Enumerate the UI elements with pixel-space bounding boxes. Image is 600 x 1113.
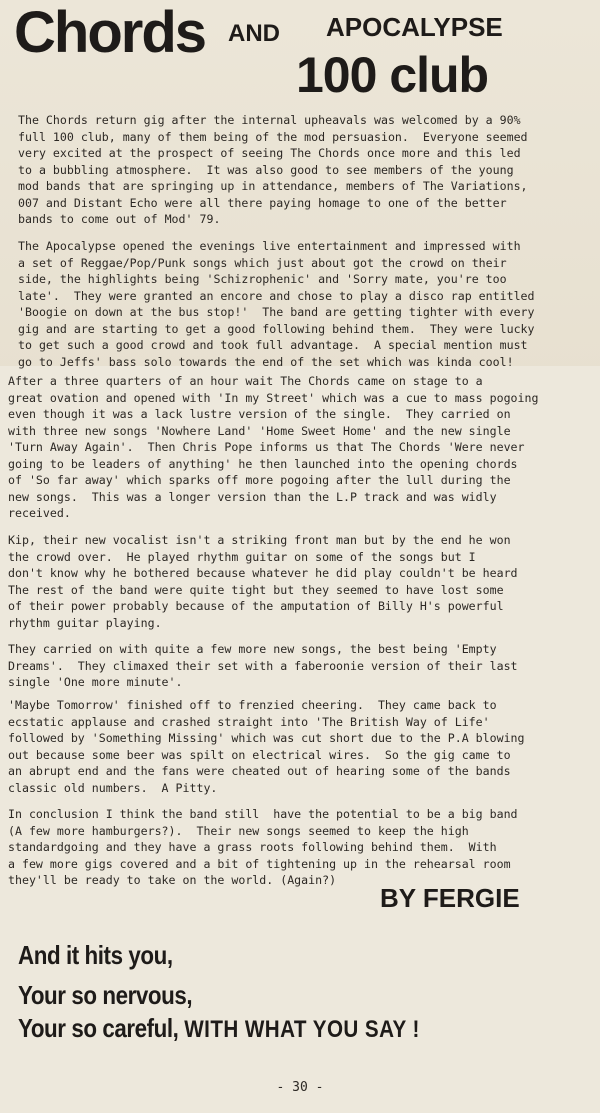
article-paragraph-1: The Chords return gig after the internal upheavals was welcomed by a 90% full 100 club, many of them being of the mod persuasion. Everyone seemed very excited at the prospect of seeing The Chords once more and this led to a bubbling atmosphere. It was also good to see members of the young mod bands that are springing up in attendance, members of The Variations, 007 and Distant Echo were all there paying homage to one of the better bands to come out of Mod' 79.: [18, 113, 528, 226]
byline: BY FERGIE: [380, 883, 520, 913]
lyric-line-2: Your so nervous,: [18, 980, 193, 1010]
lyric-line-3: [18, 1013, 420, 1044]
article-paragraph-5: They carried on with quite a few more new songs, the best being 'Empty Dreams'. They climaxed their set with a faberoonie version of their last single 'One more minute'.: [8, 642, 518, 689]
headline-and: AND: [228, 20, 280, 47]
article-paragraph-2: The Apocalypse opened the evenings live entertainment and impressed with a set of Reggae/Pop/Punk songs which just about got the crowd on their side, the highlights being 'Schizrophenic' and 'Sorry mate, you're too late'. They were granted an encore and chose to play a disco rap entitled 'Boogie on down at the bus stop!' The band are getting tighter with every gig and are starting to get a good following behind them. They were lucky to get such a good crowd and took full advantage. A special mention must go to Jeffs' bass solo towards the end of the set which was kinda cool!: [18, 239, 535, 369]
article-paragraph-7: In conclusion I think the band still have the potential to be a big band (A few more hamburgers?). Their new songs seemed to keep the high standardgoing and they have a grass roots following behind them. With a few more gigs covered and a bit of tightening up in the rehearsal room they'll be ready to take on the world. (Again?): [8, 807, 518, 887]
headline-chords: Chords: [14, 0, 205, 65]
headline-venue: 100 club: [296, 47, 489, 103]
headline-apocalypse: APOCALYPSE: [326, 12, 503, 42]
article-paragraph-6: 'Maybe Tomorrow' finished off to frenzied cheering. They came back to ecstatic applause and crashed straight into 'The British Way of Life' followed by 'Something Missing' which was cut short due to the P.A blowing out because some beer was spilt on electrical wires. So the gig came to an abrupt end and the fans were cheated out of hearing some of the bands classic old numbers. A Pitty.: [8, 698, 525, 795]
page-number: - 30 -: [276, 1080, 324, 1095]
article-paragraph-3: After a three quarters of an hour wait The Chords came on stage to a great ovation and opened with 'In my Street' which was a cue to mass pogoing even though it was a lack lustre version of the single. They carried on with three new songs 'Nowhere Land' 'Home Sweet Home' and the new single 'Turn Away Again'. Then Chris Pope informs us that The Chords 'Were never going to be leaders of anything' he then launched into the opening chords of 'So far away' which sparks off more pogoing after the lull during the new songs. This was a longer version than the L.P track and was widly received.: [8, 374, 539, 520]
lyric-line-1: And it hits you,: [18, 940, 173, 970]
article-paragraph-4: Kip, their new vocalist isn't a striking front man but by the end he won the crowd over. He played rhythm guitar on some of the songs but I don't know why he bothered because whatever he did play couldn't be heard The rest of the band were quite tight but they seemed to have lost some of their power probably because of the amputation of Billy H's powerful rhythm guitar playing.: [8, 533, 518, 630]
lyric-line-3-caps: WITH WHAT YOU SAY !: [184, 1016, 420, 1043]
lyric-line-3-start: Your so careful,: [18, 1013, 179, 1043]
